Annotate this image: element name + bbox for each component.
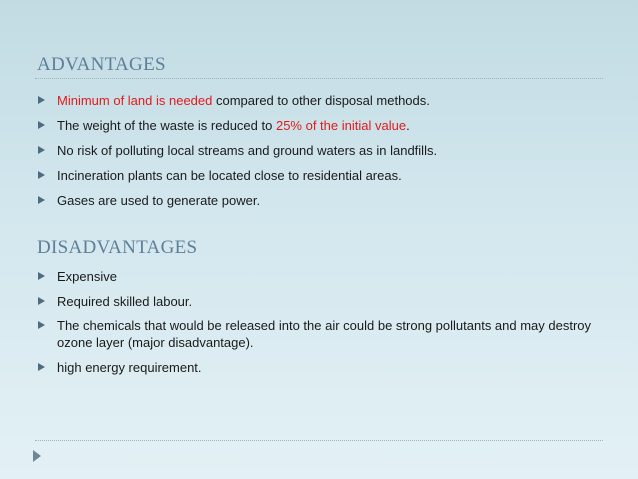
list-item: [37, 142, 597, 159]
triangle-bullet-icon: [38, 121, 45, 129]
highlighted-text: Minimum of land is needed: [57, 93, 213, 108]
item-text-end: .: [406, 118, 410, 133]
list-item: [37, 317, 597, 351]
list-item: [37, 167, 597, 184]
list-item: [37, 117, 597, 134]
heading-divider: [35, 78, 603, 79]
item-text: Expensive: [57, 269, 117, 284]
triangle-bullet-icon: [38, 363, 45, 371]
triangle-bullet-icon: [38, 171, 45, 179]
triangle-bullet-icon: [38, 272, 45, 280]
triangle-bullet-icon: [38, 196, 45, 204]
list-item: [37, 359, 597, 376]
advantages-list: [37, 92, 597, 217]
item-text: high energy requirement.: [57, 359, 202, 375]
item-text: The weight of the waste is reduced to: [57, 118, 276, 133]
list-item: [37, 192, 597, 209]
item-text: No risk of polluting local streams and ground waters as in landfills.: [57, 143, 438, 158]
list-item: [37, 293, 597, 310]
triangle-bullet-icon: [38, 321, 45, 329]
disadvantages-heading: DISADVANTAGES: [37, 237, 198, 258]
footer-divider: [35, 440, 603, 441]
advantages-heading: ADVANTAGES: [37, 54, 166, 75]
list-item: [37, 268, 597, 285]
item-text: The chemicals that would be released into the air could be strong pollutants and may destroy ozone layer (major disadvantage).: [57, 318, 592, 350]
triangle-bullet-icon: [38, 297, 45, 305]
item-text: Gases are used to generate power.: [57, 193, 261, 208]
item-text: Required skilled labour.: [57, 293, 193, 309]
item-text: compared to other disposal methods.: [212, 93, 430, 108]
highlighted-text: 25% of the initial value: [275, 118, 407, 133]
triangle-bullet-icon: [38, 146, 45, 154]
item-text: Incineration plants can be located close to residential areas.: [57, 168, 402, 183]
disadvantages-list: [37, 268, 597, 383]
triangle-bullet-icon: [38, 96, 45, 104]
next-slide-triangle-icon[interactable]: [33, 450, 41, 462]
list-item: [37, 92, 597, 109]
